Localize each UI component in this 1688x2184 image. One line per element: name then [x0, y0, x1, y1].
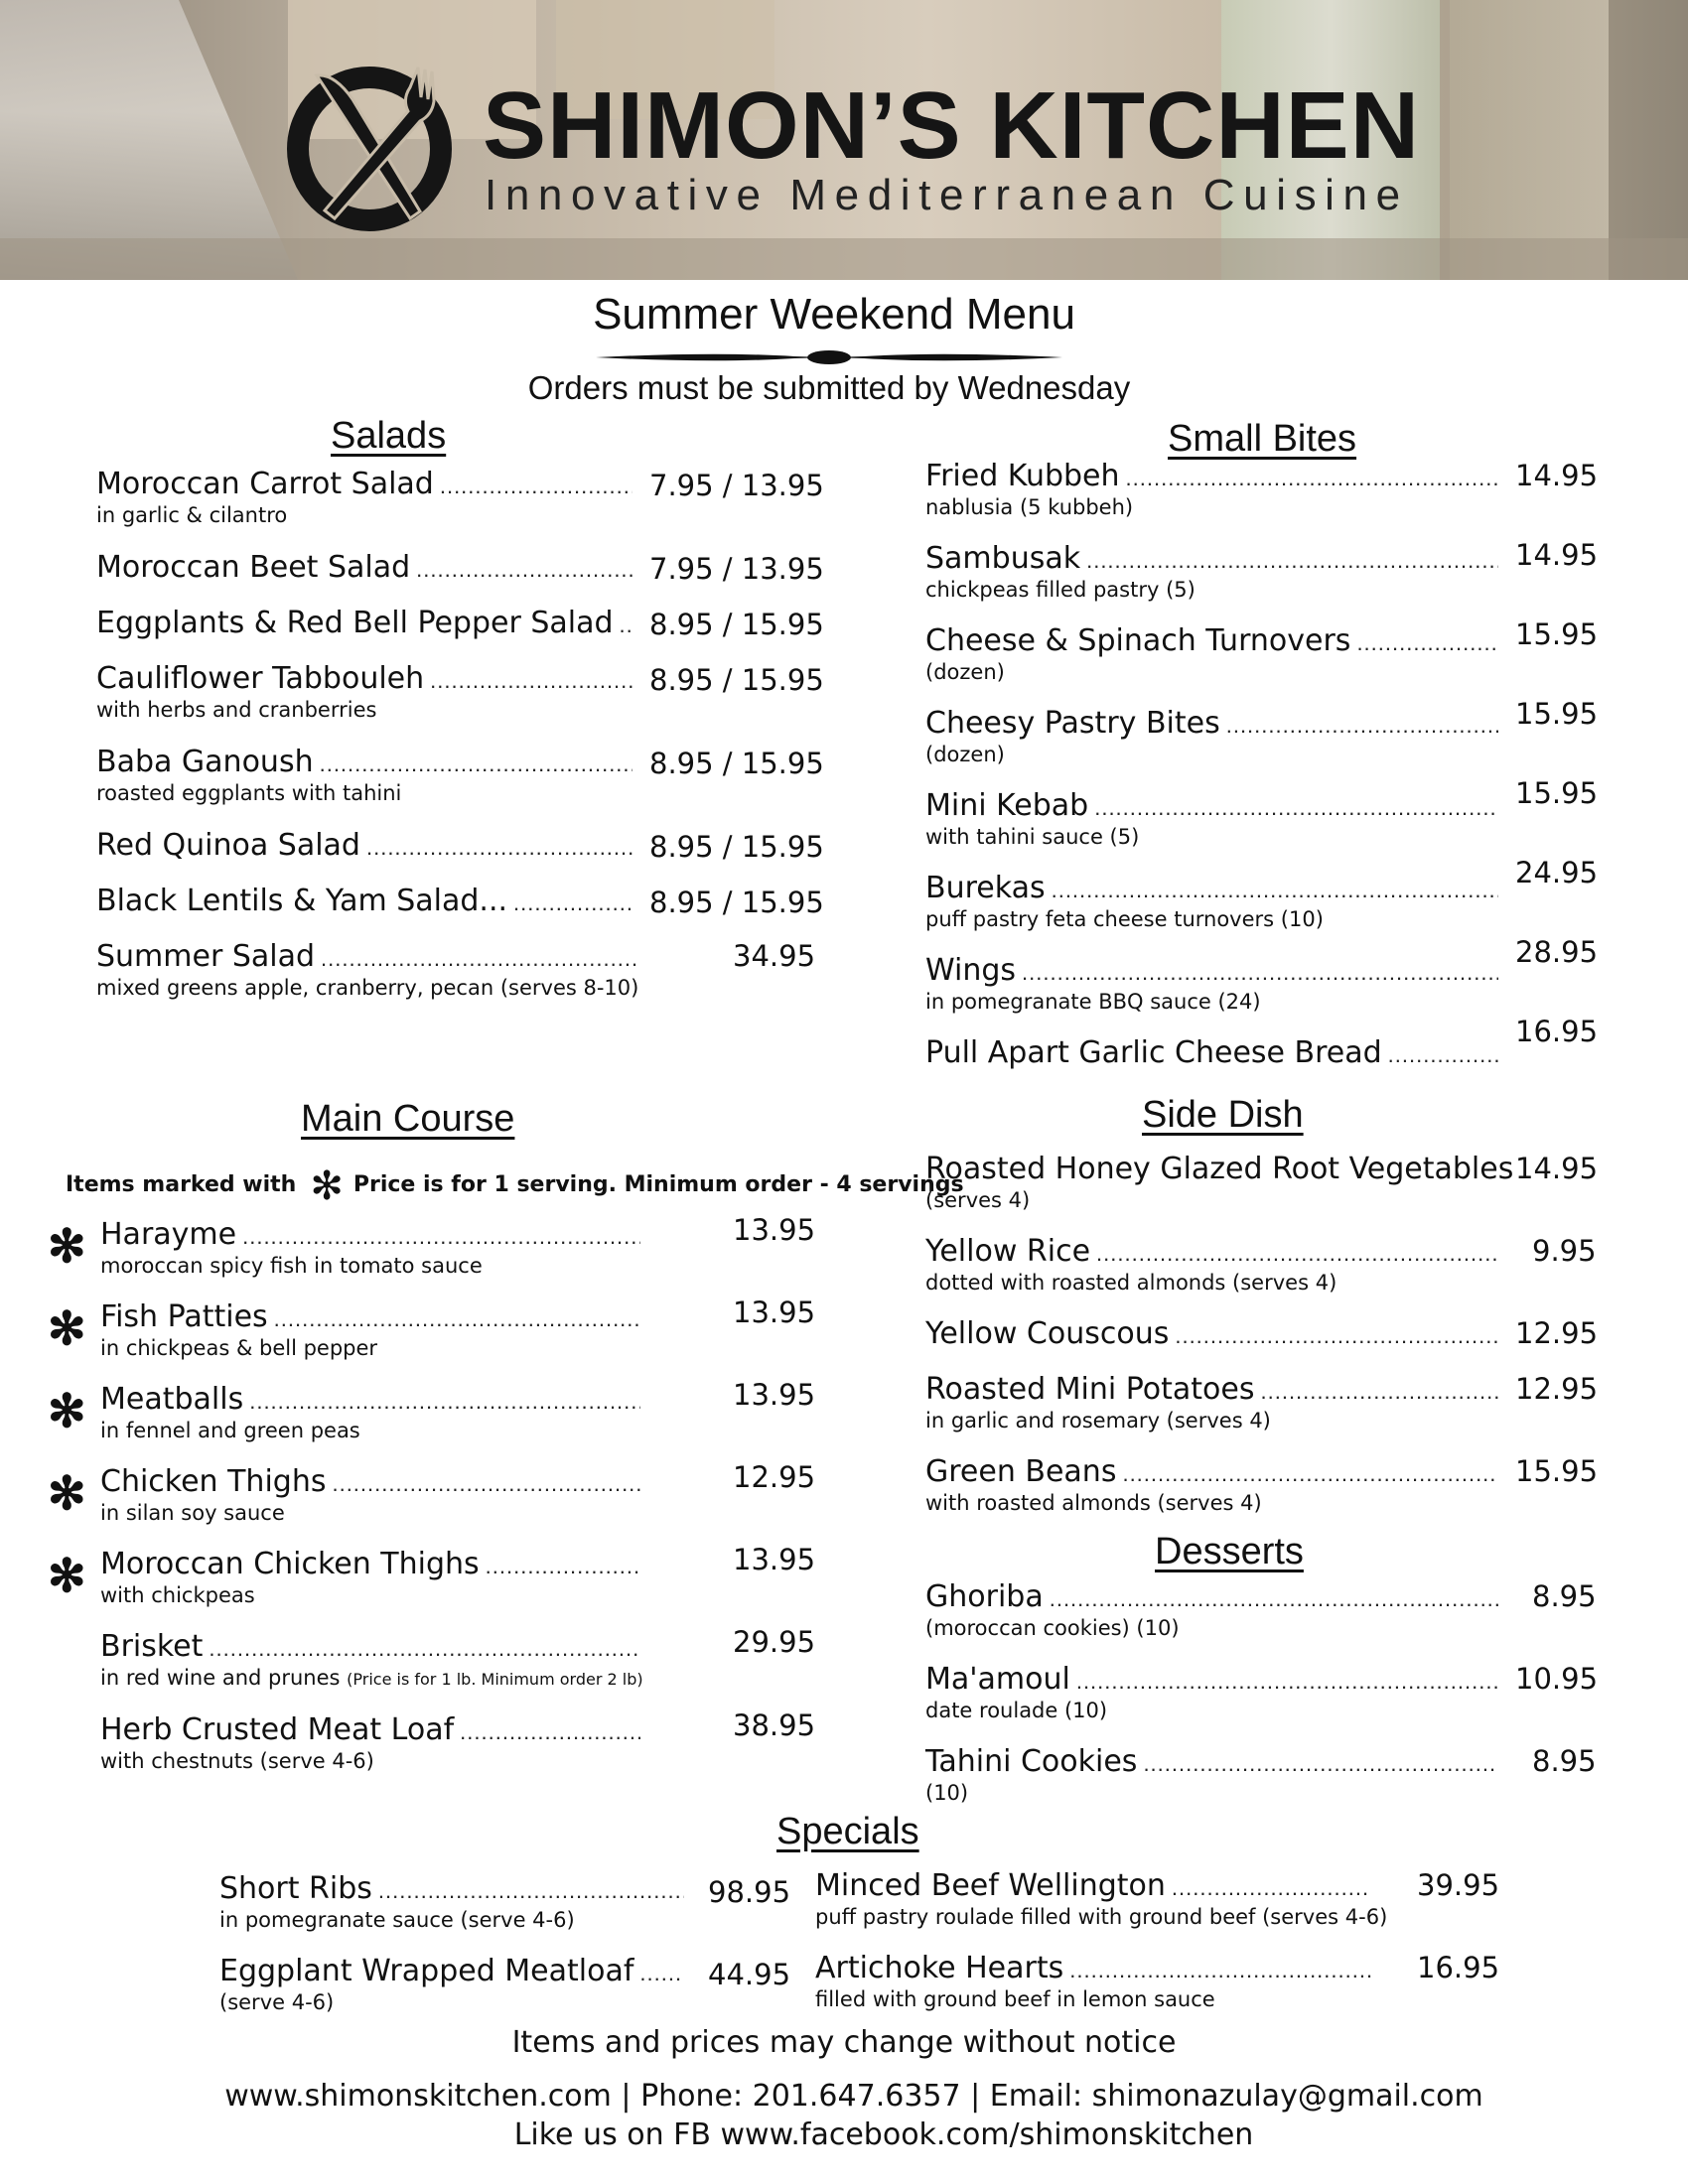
menu-item	[925, 1744, 1498, 1805]
item-price: 16.95	[1515, 1015, 1599, 1048]
item-price: 7.95 / 13.95	[649, 469, 824, 502]
item-price: 14.95	[1515, 459, 1599, 492]
item-name: Eggplants & Red Bell Pepper Salad	[96, 606, 614, 640]
item-name: Artichoke Hearts	[815, 1951, 1064, 1985]
section-title-small-bites: Small Bites	[1168, 418, 1357, 460]
note-prefix: Items marked with	[66, 1172, 297, 1197]
item-price: 13.95	[733, 1378, 816, 1412]
menu-item	[100, 1712, 640, 1773]
contact-info: www.shimonskitchen.com | Phone: 201.647.6357 | Email: shimonazulay@gmail.com	[224, 2079, 1483, 2114]
item-price: 29.95	[733, 1625, 816, 1659]
item-description: puff pastry feta cheese turnovers (10)	[925, 907, 1324, 931]
order-deadline-note: Orders must be submitted by Wednesday	[527, 369, 1131, 406]
item-description: puff pastry roulade filled with ground beef (serves 4-6)	[815, 1905, 1388, 1929]
menu-title: Summer Weekend Menu	[593, 290, 1075, 339]
item-description: in pomegranate sauce (serve 4-6)	[219, 1908, 575, 1932]
menu-item	[219, 1871, 684, 1932]
item-name: Summer Salad	[96, 939, 316, 974]
item-price: 13.95	[733, 1296, 816, 1329]
item-name: Ma'amoul	[925, 1662, 1070, 1697]
menu-item	[925, 1579, 1498, 1640]
item-price: 13.95	[733, 1213, 816, 1247]
item-price: 16.95	[1417, 1951, 1500, 1984]
item-name: Short Ribs	[219, 1871, 372, 1906]
item-price: 8.95 / 15.95	[649, 747, 824, 780]
menu-item	[925, 1372, 1498, 1433]
price-change-notice: Items and prices may change without notice	[511, 2025, 1177, 2060]
item-price: 15.95	[1515, 1454, 1599, 1488]
item-price: 15.95	[1515, 776, 1599, 810]
asterisk-icon: ✻	[310, 1163, 344, 1209]
item-name: Mini Kebab	[925, 788, 1089, 823]
item-description: with chickpeas	[100, 1583, 255, 1607]
section-title-specials: Specials	[776, 1811, 919, 1852]
menu-item	[815, 1951, 1371, 2011]
item-price: 9.95	[1532, 1234, 1597, 1268]
item-description-fine-print: (Price is for 1 lb. Minimum order 2 lb)	[347, 1670, 643, 1689]
item-name: Wings	[925, 953, 1017, 988]
item-description: with herbs and cranberries	[96, 698, 377, 722]
menu-item	[100, 1382, 640, 1442]
item-name: Chicken Thighs	[100, 1464, 327, 1499]
menu-item	[925, 788, 1498, 849]
item-price: 15.95	[1515, 617, 1599, 651]
item-price: 34.95	[733, 939, 816, 973]
item-price: 7.95 / 13.95	[649, 552, 824, 586]
item-name: Black Lentils & Yam Salad...	[96, 884, 508, 918]
menu-item	[925, 459, 1498, 519]
item-name: Brisket	[100, 1629, 204, 1664]
item-description: with chestnuts (serve 4-6)	[100, 1749, 374, 1773]
menu-item	[815, 1868, 1388, 1929]
item-description: filled with ground beef in lemon sauce	[815, 1987, 1215, 2011]
menu-item	[96, 606, 633, 640]
item-name: Burekas	[925, 871, 1046, 905]
item-description: (dozen)	[925, 660, 1005, 684]
item-price: 8.95 / 15.95	[649, 886, 824, 919]
item-name: Herb Crusted Meat Loaf	[100, 1712, 455, 1747]
item-description: in garlic & cilantro	[96, 503, 288, 527]
item-name: Sambusak	[925, 541, 1081, 576]
item-description: nablusia (5 kubbeh)	[925, 495, 1134, 519]
item-price: 38.95	[733, 1708, 816, 1742]
menu-item	[96, 661, 633, 722]
menu-item	[925, 1035, 1498, 1070]
item-price: 44.95	[708, 1958, 791, 1991]
asterisk-icon: ✻	[48, 1220, 86, 1272]
item-price: 8.95 / 15.95	[649, 608, 824, 641]
item-name: Moroccan Carrot Salad	[96, 467, 434, 501]
header-banner	[0, 0, 1688, 280]
crossed-knife-fork-plate-icon	[283, 60, 457, 233]
item-price: 39.95	[1417, 1868, 1500, 1902]
item-description: mixed greens apple, cranberry, pecan (serves 8-10)	[96, 976, 639, 1000]
item-description: chickpeas filled pastry (5)	[925, 578, 1196, 602]
item-name: Cheese & Spinach Turnovers	[925, 623, 1351, 658]
item-description: in silan soy sauce	[100, 1501, 285, 1525]
menu-item	[925, 1316, 1498, 1351]
menu-item	[925, 1662, 1498, 1722]
menu-item	[100, 1299, 640, 1360]
item-description: in pomegranate BBQ sauce (24)	[925, 990, 1261, 1014]
item-description: (serve 4-6)	[219, 1990, 335, 2014]
item-price: 14.95	[1515, 1152, 1599, 1185]
menu-item	[96, 550, 633, 585]
item-name: Harayme	[100, 1217, 237, 1252]
menu-item	[925, 623, 1498, 684]
item-name: Cauliflower Tabbouleh	[96, 661, 425, 696]
section-title-desserts: Desserts	[1155, 1531, 1304, 1572]
item-description: roasted eggplants with tahini	[96, 781, 402, 805]
item-name: Red Quinoa Salad	[96, 828, 360, 863]
item-name: Fish Patties	[100, 1299, 268, 1334]
item-description: (10)	[925, 1781, 969, 1805]
item-description: date roulade (10)	[925, 1699, 1108, 1722]
menu-item	[100, 1464, 640, 1525]
section-title-main-course: Main Course	[301, 1098, 515, 1140]
menu-item	[96, 745, 633, 805]
item-name: Fried Kubbeh	[925, 459, 1120, 493]
menu-item	[925, 1454, 1498, 1515]
menu-item	[96, 828, 633, 863]
item-price: 12.95	[733, 1460, 816, 1494]
menu-item	[925, 871, 1498, 931]
item-name: Moroccan Chicken Thighs	[100, 1547, 480, 1581]
item-name: Meatballs	[100, 1382, 244, 1417]
ornament-divider-icon	[596, 345, 1062, 369]
asterisk-icon: ✻	[48, 1550, 86, 1601]
item-description: in fennel and green peas	[100, 1419, 360, 1442]
menu-item	[219, 1954, 684, 2014]
item-name: Tahini Cookies	[925, 1744, 1138, 1779]
menu-item	[100, 1629, 643, 1690]
item-description: in chickpeas & bell pepper	[100, 1336, 378, 1360]
menu-item	[925, 1152, 1514, 1212]
item-price: 8.95 / 15.95	[649, 830, 824, 864]
item-price: 28.95	[1515, 935, 1599, 969]
item-name: Yellow Couscous	[925, 1316, 1170, 1351]
item-price: 8.95	[1532, 1744, 1597, 1778]
menu-item	[925, 541, 1498, 602]
menu-item	[100, 1547, 640, 1607]
asterisk-icon: ✻	[48, 1302, 86, 1354]
brand-name: SHIMON’S KITCHEN	[483, 72, 1421, 179]
banner-background-counter	[0, 238, 1688, 280]
item-description: with roasted almonds (serves 4)	[925, 1491, 1262, 1515]
asterisk-icon: ✻	[48, 1467, 86, 1519]
item-name: Cheesy Pastry Bites	[925, 706, 1220, 741]
item-name: Roasted Honey Glazed Root Vegetables	[925, 1152, 1514, 1186]
menu-item	[925, 1234, 1498, 1295]
item-name: Eggplant Wrapped Meatloaf	[219, 1954, 634, 1988]
menu-item	[96, 939, 640, 1000]
item-price: 15.95	[1515, 697, 1599, 731]
note-suffix: Price is for 1 serving. Minimum order - 4 servings	[352, 1172, 964, 1197]
item-price: 10.95	[1515, 1662, 1599, 1696]
item-name: Moroccan Beet Salad	[96, 550, 411, 585]
item-description: dotted with roasted almonds (serves 4)	[925, 1271, 1337, 1295]
item-price: 8.95 / 15.95	[649, 663, 824, 697]
item-price: 14.95	[1515, 538, 1599, 572]
menu-item	[925, 953, 1498, 1014]
item-description: moroccan spicy fish in tomato sauce	[100, 1254, 483, 1278]
item-price: 13.95	[733, 1543, 816, 1576]
item-name: Baba Ganoush	[96, 745, 314, 779]
item-description: (dozen)	[925, 743, 1005, 766]
brand-tagline: Innovative Mediterranean Cuisine	[485, 171, 1409, 219]
main-course-note	[66, 1163, 964, 1209]
menu-item	[96, 467, 633, 527]
item-price: 24.95	[1515, 856, 1599, 889]
facebook-link-text: Like us on FB www.facebook.com/shimonskitchen	[513, 2117, 1254, 2152]
item-description: (moroccan cookies) (10)	[925, 1616, 1180, 1640]
item-price: 98.95	[708, 1875, 791, 1909]
item-name: Roasted Mini Potatoes	[925, 1372, 1255, 1407]
item-price: 8.95	[1532, 1579, 1597, 1613]
menu-item	[96, 884, 633, 918]
asterisk-icon: ✻	[48, 1385, 86, 1436]
item-name: Yellow Rice	[925, 1234, 1091, 1269]
menu-item	[100, 1217, 640, 1278]
item-name: Pull Apart Garlic Cheese Bread	[925, 1035, 1382, 1070]
item-name: Green Beans	[925, 1454, 1117, 1489]
item-description: with tahini sauce (5)	[925, 825, 1140, 849]
item-price: 12.95	[1515, 1316, 1599, 1350]
item-name: Ghoriba	[925, 1579, 1044, 1614]
section-title-salads: Salads	[331, 415, 447, 457]
item-description: in garlic and rosemary (serves 4)	[925, 1409, 1271, 1433]
item-price: 12.95	[1515, 1372, 1599, 1406]
item-description-text: in red wine and prunes	[100, 1666, 341, 1690]
item-description: (serves 4)	[925, 1188, 1031, 1212]
menu-item	[925, 706, 1498, 766]
item-name: Minced Beef Wellington	[815, 1868, 1166, 1903]
section-title-side-dish: Side Dish	[1142, 1094, 1304, 1136]
item-description	[100, 1666, 643, 1690]
